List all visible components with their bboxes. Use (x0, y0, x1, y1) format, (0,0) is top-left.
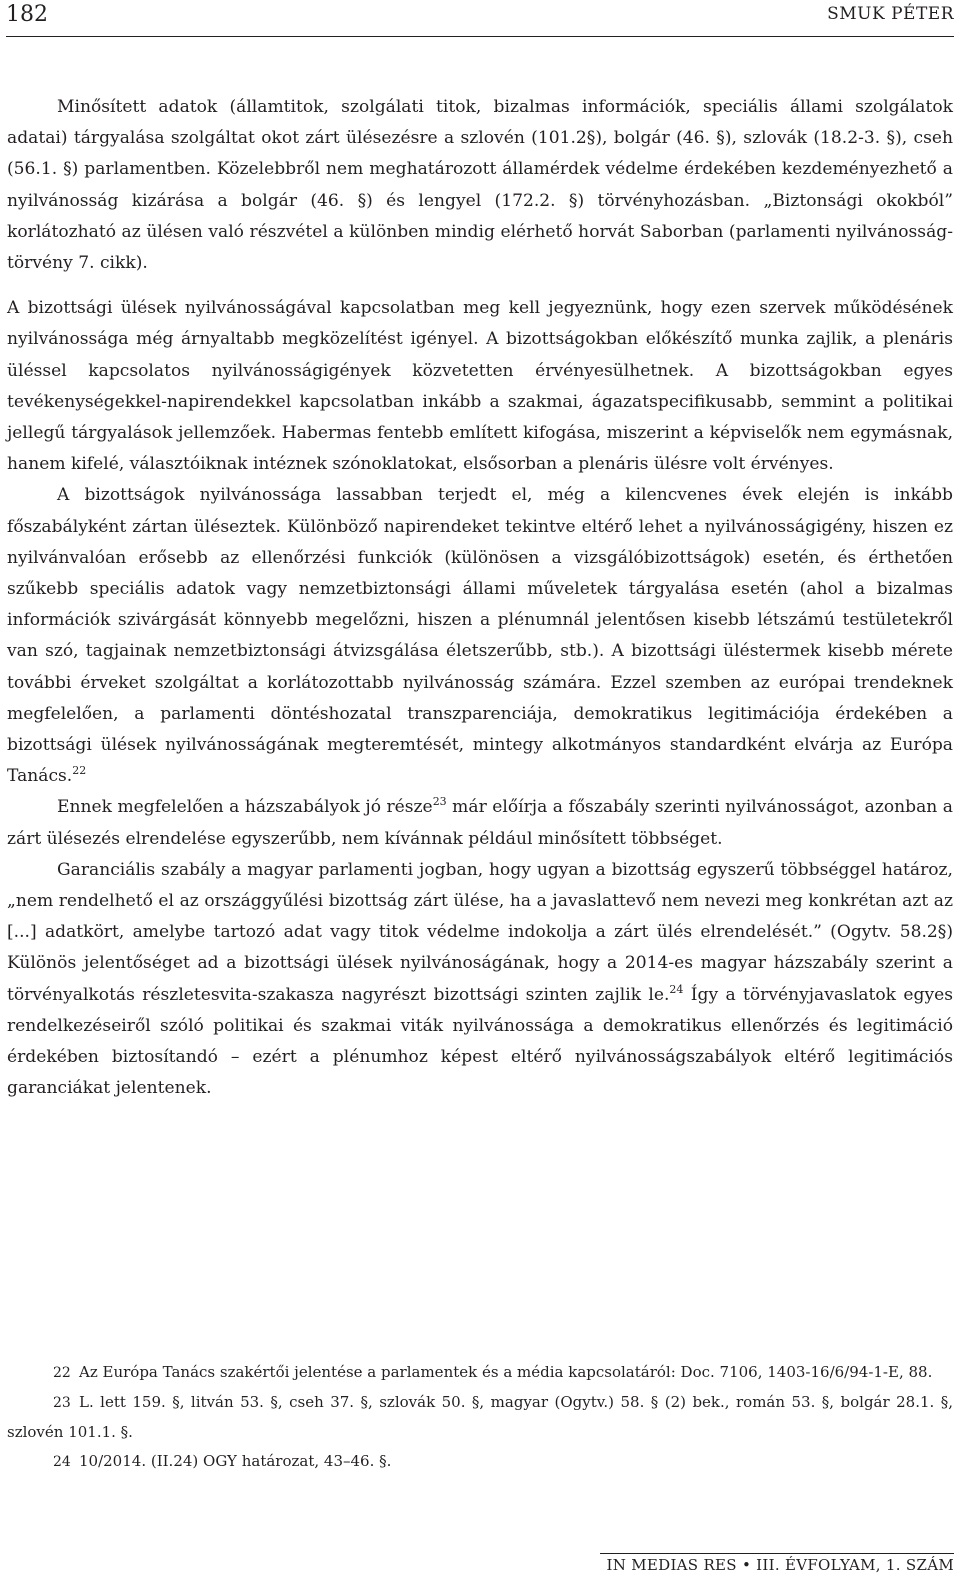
paragraph-standing-orders (7, 792, 953, 854)
footnotes (7, 1358, 953, 1477)
footnote-ref-23: 23 (432, 795, 447, 809)
header-rule (6, 36, 954, 37)
footnote-ref-24: 24 (669, 982, 684, 996)
body-text (7, 92, 953, 1105)
page-header (6, 0, 954, 28)
journal-footer: IN MEDIAS RES • III. ÉVFOLYAM, 1. SZÁM (606, 1556, 954, 1574)
paragraph-guarantee-rule (7, 855, 953, 1105)
footer-rule (600, 1553, 954, 1554)
footnote-number: 24 (53, 1454, 71, 1470)
footnote-number: 23 (53, 1395, 71, 1411)
paragraph-text: A bizottságok nyilvánossága lassabban terjedt el, még a kilencvenes évek elején is inkább főszabályként zártan üléseztek. Különböző napirendeket tekintve eltérő lehet a nyilvánosságigény, hiszen ez nyilvánvalóan erősebb az ellenőrzési funkciók (különösen a vizsgálóbizottságok) esetén, és érthetően szűkebb speciális adatok vagy nemzetbiztonsági állami műveletek tárgyalása esetén (ahol a bizalmas információk szivárgását könnyebb megelőzni, hiszen a plénumnál jelentősen kisebb létszámú testületekről van szó, tagjainak nemzetbiztonsági átvizsgálása életszerűbb, stb.). A bizottsági üléstermek kisebb mérete további érveket szolgáltat a korlátozottabb nyilvánosság számára. Ezzel szemben az európai trendeknek megfelelően, a parlamenti döntéshozatal transzparenciája, demokratikus legitimációja érdekében a bizottsági ülések nyilvánosságának megteremtését, mintegy alkotmányos standardként elvárja az Európa Tanács. (7, 485, 953, 787)
paragraph-committee-publicity: A bizottsági ülések nyilvánosságával kapcsolatban meg kell jegyeznünk, hogy ezen szervek működésének nyilvánossága még árnyaltabb megközelítést igényel. A bizottságokban előkészítő munka zajlik, a plenáris üléssel kapcsolatos nyilvánosságigények közvetetten érvényesülhetnek. A bizottságokban egyes tevékenységekkel-napirendekkel kapcsolatban inkább a szakmai, ágazatspecifikusabb, semmint a politikai jellegű tárgyalások jellemzőek. Habermas fentebb említett kifogása, miszerint a képviselők nem egymásnak, hanem kifelé, választóiknak intéznek szónoklatokat, elsősorban a plenáris ülésre volt érvényes. (7, 298, 953, 475)
paragraph-text: Így a törvényjavaslatok egyes rendelkezéseiről szóló politikai és szakmai viták nyilvánossága a demokratikus ellenőrzés és legitimáció érdekében biztosítandó – ezért a plénumhoz képest eltérő nyilvánosságszabályok eltérő legitimációs garanciákat jelentenek. (7, 984, 953, 1099)
footnote-number: 22 (53, 1365, 71, 1381)
paragraph-classified-data: Minősített adatok (államtitok, szolgálati titok, bizalmas információk, speciális állami szolgálatok adatai) tárgyalása szolgáltat okot zárt ülésezésre a szlovén (101.2§), bolgár (46. §), szlovák (18.2-3. §), cseh (56.1. §) parlamentben. Közelebbről nem meghatározott államérdek védelme érdekében kezdeményezhető a nyilvánosság kizárása a bolgár (46. §) és lengyel (172.2. §) törvényhozásban. „Biztonsági okokból” korlátozható az ülésen való részvétel a különben mindig elérhető horvát Saborban (parlamenti nyilvánosság-törvény 7. cikk). (7, 97, 953, 274)
paragraph-text: Ennek megfelelően a házszabályok jó része (57, 797, 433, 818)
running-head-author: SMUK PÉTER (827, 4, 954, 24)
footnote-item (7, 1388, 953, 1447)
footnote-item (7, 1447, 953, 1477)
footnote-ref-22: 22 (72, 764, 87, 778)
footnote-text: L. lett 159. §, litván 53. §, cseh 37. §, szlovák 50. §, magyar (Ogytv.) 58. § (2) bek., román 53. §, bolgár 28.1. §, szlovén 101.1. §. (7, 1393, 953, 1441)
footnote-item (7, 1358, 953, 1388)
footnote-text: 10/2014. (II.24) OGY határozat, 43–46. §. (79, 1452, 392, 1470)
footnote-text: Az Európa Tanács szakértői jelentése a parlamentek és a média kapcsolatáról: Doc. 7106, 1403-16/6/94-1-E, 88. (79, 1363, 933, 1381)
paragraph-committee-history (7, 480, 953, 792)
paragraph-text: Garanciális szabály a magyar parlamenti jogban, hogy ugyan a bizottság egyszerű többséggel határoz, „nem rendelhető el az országgyűlési bizottság zárt ülése, ha a javaslattevő nem nevezi meg konkrétan azt az [...] adatkört, amelybe tartozó adat vagy titok védelme indokolja a zárt ülés elrendelését.” (Ogytv. 58.2§) Különös jelentőséget ad a bizottsági ülések nyilvánoságának, hogy a 2014-es magyar házszabály szerint a törvényalkotás részletesvita-szakasza nagyrészt bizottsági szinten zajlik le. (7, 859, 953, 1005)
paragraph-text: már előírja a főszabály szerinti nyilvánosságot, azonban a zárt ülésezés elrendelése egyszerűbb, nem kívánnak például minősített többséget. (7, 797, 953, 849)
page-number: 182 (6, 2, 48, 27)
